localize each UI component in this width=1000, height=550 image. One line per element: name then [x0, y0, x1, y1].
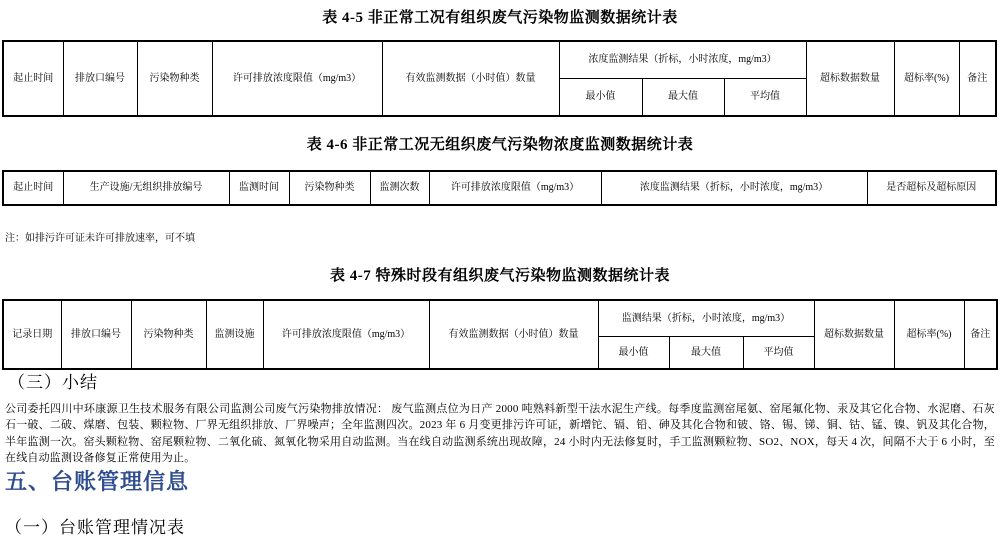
t45-header-min: 最小值 [559, 78, 642, 116]
table-4-7 [2, 299, 998, 370]
t46-header-pollutant-type: 污染物种类 [289, 171, 370, 205]
table-4-6-note: 注：如排污许可证未许可排放速率，可不填 [5, 233, 195, 244]
t46-header-monitor-count: 监测次数 [370, 171, 429, 205]
t47-header-exceed-rate: 超标率(%) [894, 300, 964, 369]
t47-header-min: 最小值 [598, 336, 669, 369]
t45-header-remark: 备注 [959, 41, 996, 116]
t47-header-avg: 平均值 [743, 336, 814, 369]
t45-header-max: 最大值 [642, 78, 724, 116]
t47-header-exceed-count: 超标数据数量 [814, 300, 894, 369]
t46-header-exceed-reason: 是否超标及超标原因 [867, 171, 996, 205]
t45-header-outlet-no: 排放口编号 [63, 41, 137, 116]
table-4-5 [2, 40, 997, 117]
summary-paragraph: 公司委托四川中环康源卫生技术服务有限公司监测公司废气污染物排放情况： 废气监测点位为日产 2000 吨熟料新型干法水泥生产线。每季度监测窑尾氨、窑尾氟化物、汞及其它化合物、水泥磨、石灰石一破、二破、煤磨、包装、颗粒物、厂界无组织排放、厂界噪声；全年监测四次。2023 年 6 月变更排污许可证，新增铊、镉、铅、砷及其化合物和铍、铬、锡、锑、铜、钴、锰、镍、钒及其化合物，半年监测一次。窑头颗粒物、窑尾颗粒物、二氧化硫、氮氧化物采用自动监测。当在线自动监测系统出现故障，24 小时内无法修复时，手工监测颗粒物、SO2、NOX，每天 4 次，间隔不大于 6 小时，至在线自动监测设备修复正常使用为止。 [5, 403, 995, 465]
t46-header-start-end-time: 起止时间 [3, 171, 63, 205]
t45-header-exceed-count: 超标数据数量 [806, 41, 894, 116]
t47-header-outlet-no: 排放口编号 [61, 300, 131, 369]
t45-header-permitted-limit: 许可排放浓度限值（mg/m3） [212, 41, 382, 116]
summary-heading: （三）小结 [8, 373, 98, 392]
t47-header-monitor-facility: 监测设施 [206, 300, 263, 369]
t47-header-pollutant-type: 污染物种类 [131, 300, 206, 369]
t46-header-result: 浓度监测结果（折标，小时浓度，mg/m3） [601, 171, 867, 205]
section-5-sub-heading: （一）台账管理情况表 [5, 518, 185, 537]
t47-header-valid-data-count: 有效监测数据（小时值）数量 [429, 300, 598, 369]
table-4-7-title: 表 4-7 特殊时段有组织废气污染物监测数据统计表 [330, 268, 670, 284]
table-4-5-title: 表 4-5 非正常工况有组织废气污染物监测数据统计表 [322, 10, 678, 26]
t45-header-result-group: 浓度监测结果（折标，小时浓度，mg/m3） [559, 41, 806, 78]
t47-header-max: 最大值 [669, 336, 743, 369]
t45-header-exceed-rate: 超标率(%) [894, 41, 959, 116]
t45-header-pollutant-type: 污染物种类 [137, 41, 212, 116]
table-4-6 [2, 170, 997, 206]
t47-header-record-date: 记录日期 [3, 300, 61, 369]
t46-header-monitor-time: 监测时间 [229, 171, 289, 205]
t45-header-avg: 平均值 [724, 78, 806, 116]
table-4-6-title: 表 4-6 非正常工况无组织废气污染物浓度监测数据统计表 [306, 137, 694, 153]
t45-header-start-end-time: 起止时间 [3, 41, 63, 116]
t46-header-facility-no: 生产设施/无组织排放编号 [63, 171, 229, 205]
t47-header-result-group: 监测结果（折标，小时浓度，mg/m3） [598, 300, 814, 336]
section-5-heading: 五、台账管理信息 [5, 469, 190, 494]
t45-header-valid-data-count: 有效监测数据（小时值）数量 [382, 41, 559, 116]
t46-header-permitted-limit: 许可排放浓度限值（mg/m3） [429, 171, 601, 205]
t47-header-remark: 备注 [964, 300, 997, 369]
t47-header-permitted-limit: 许可排放浓度限值（mg/m3） [263, 300, 429, 369]
